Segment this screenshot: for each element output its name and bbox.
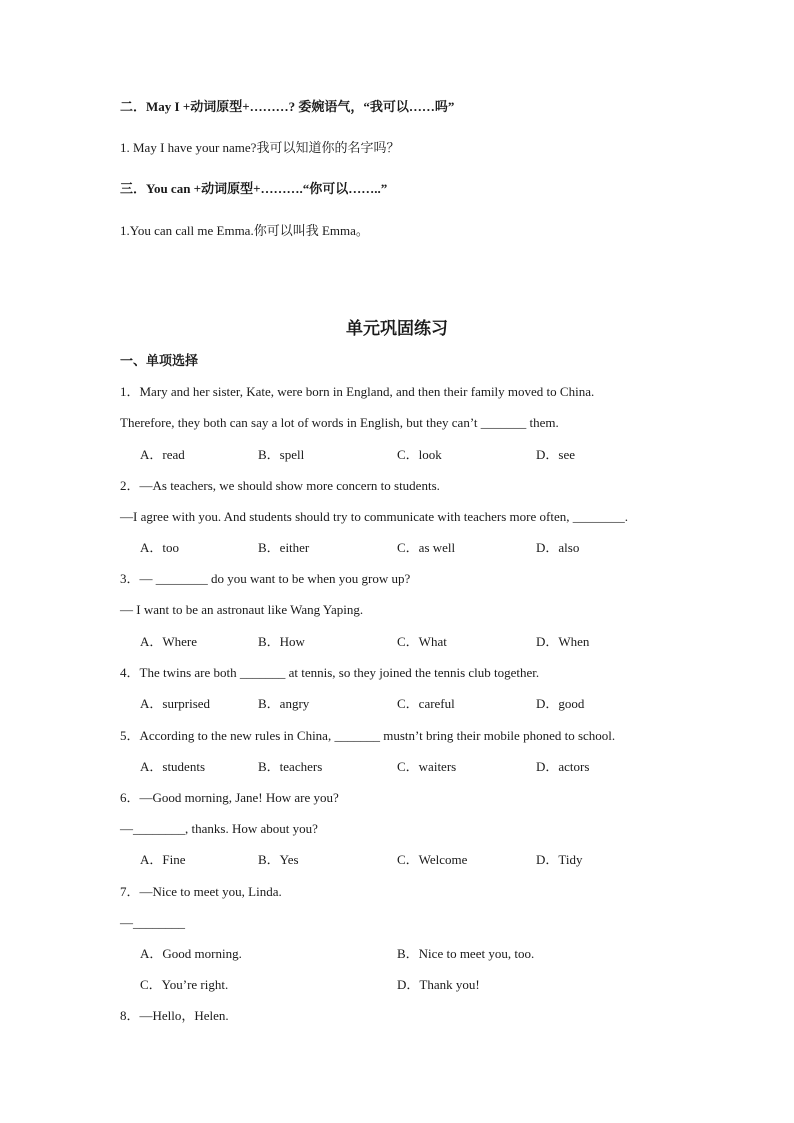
question-3-line-1: 3．— ________ do you want to be when you grow up? — [120, 571, 411, 586]
question-1-option-a[interactable]: A．read — [140, 447, 185, 462]
question-7-option-c[interactable]: C．You’re right. — [140, 977, 229, 992]
question-3-line-2: — I want to be an astronaut like Wang Yaping. — [120, 602, 364, 617]
question-7-line-2: —________ — [120, 915, 185, 930]
question-7-option-a[interactable]: A．Good morning. — [140, 946, 242, 961]
question-2-option-b[interactable]: B．either — [258, 540, 310, 555]
question-3-option-d[interactable]: D．When — [536, 634, 590, 649]
question-2-option-c[interactable]: C．as well — [397, 540, 456, 555]
question-3-option-a[interactable]: A．Where — [140, 634, 198, 649]
section-2-example: 1. May I have your name?我可以知道你的名字吗？ — [120, 140, 400, 155]
question-6-line-1: 6．—Good morning, Jane! How are you? — [120, 790, 339, 805]
question-4-option-b[interactable]: B．angry — [258, 696, 310, 711]
question-1-option-b[interactable]: B．spell — [258, 447, 305, 462]
question-2-line-1: 2．—As teachers, we should show more concern to students. — [120, 478, 440, 493]
practice-title: 单元巩固练习 — [346, 319, 448, 338]
question-3-option-b[interactable]: B．How — [258, 634, 305, 649]
question-6-option-d[interactable]: D．Tidy — [536, 852, 583, 867]
question-4-option-d[interactable]: D．good — [536, 696, 585, 711]
question-2-line-2: —I agree with you. And students should try to communicate with teachers more often, ________. — [120, 509, 628, 524]
question-7-option-b[interactable]: B．Nice to meet you, too. — [397, 946, 535, 961]
question-1-option-c[interactable]: C．look — [397, 447, 442, 462]
question-6-option-a[interactable]: A．Fine — [140, 852, 186, 867]
question-5-option-b[interactable]: B．teachers — [258, 759, 323, 774]
question-4-option-c[interactable]: C．careful — [397, 696, 455, 711]
question-5-option-d[interactable]: D．actors — [536, 759, 590, 774]
question-6-line-2: —________, thanks. How about you? — [120, 821, 318, 836]
question-2-option-a[interactable]: A．too — [140, 540, 180, 555]
question-1-line-1: 1．Mary and her sister, Kate, were born in England, and then their family moved to China. — [120, 384, 595, 399]
part-1-heading: 一、单项选择 — [120, 353, 199, 368]
question-4-option-a[interactable]: A．surprised — [140, 696, 211, 711]
question-6-option-b[interactable]: B．Yes — [258, 852, 299, 867]
question-1-option-d[interactable]: D．see — [536, 447, 575, 462]
section-3-example: 1.You can call me Emma.你可以叫我 Emma。 — [120, 223, 369, 238]
question-5-option-c[interactable]: C．waiters — [397, 759, 457, 774]
question-5-line-1: 5．According to the new rules in China, _______ mustn’t bring their mobile phoned to school. — [120, 728, 616, 743]
section-3-heading: 三．You can +动词原型+……….“你可以……..” — [120, 181, 388, 196]
question-4-line-1: 4．The twins are both _______ at tennis, so they joined the tennis club together. — [120, 665, 540, 680]
question-7-option-d[interactable]: D．Thank you! — [397, 977, 480, 992]
question-7-line-1: 7．—Nice to meet you, Linda. — [120, 884, 282, 899]
question-2-option-d[interactable]: D．also — [536, 540, 580, 555]
question-8-line-1: 8．—Hello，Helen. — [120, 1008, 229, 1023]
question-5-option-a[interactable]: A．students — [140, 759, 206, 774]
section-2-heading: 二．May I +动词原型+………? 委婉语气，“我可以……吗” — [120, 99, 455, 114]
question-1-line-2: Therefore, they both can say a lot of words in English, but they can’t _______ them. — [120, 415, 559, 430]
question-3-option-c[interactable]: C．What — [397, 634, 447, 649]
question-6-option-c[interactable]: C．Welcome — [397, 852, 468, 867]
